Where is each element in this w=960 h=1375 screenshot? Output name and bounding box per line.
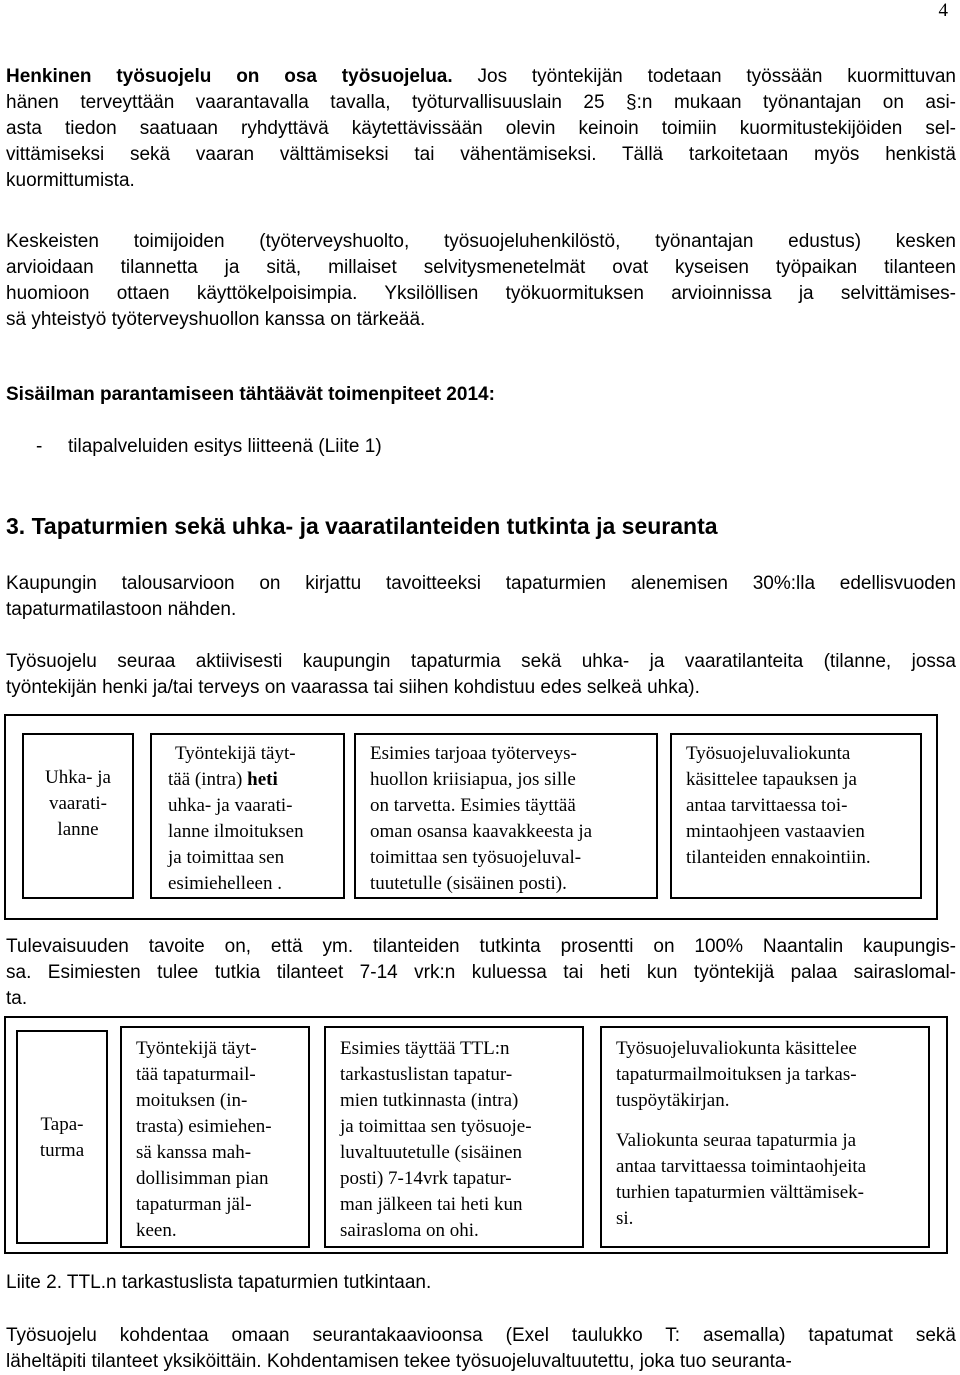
text-line: Kaupungin talousarvioon on kirjattu tavoitteeksi tapaturmien alenemisen 30%:lla edellisvuoden <box>6 573 956 594</box>
lead-bold: Henkinen työsuojelu on osa työsuojelua. <box>6 66 453 87</box>
page-number: 4 <box>938 0 948 21</box>
text-line: Tulevaisuuden tavoite on, että ym. tilanteiden tutkinta prosentti on 100% Naantalin kaupungis- <box>6 936 956 957</box>
flow-box-investigation: Esimies täyttää TTL:n tarkastuslistan tapatur- mien tutkinnasta (intra) ja toimittaa sen työsuoje- luvaltuutetulle (sisäinen posti) 7-14vrk tapatur- man jälkeen tai heti kun sairasloma on ohi. <box>324 1026 584 1248</box>
text-line: tapaturmatilastoon nähden. <box>6 599 237 620</box>
text-line: työntekijän henki ja/tai terveys on vaarassa tai siihen kohdistuu edes selkeä uhka). <box>6 677 700 698</box>
bullet-item: - tilapalveluiden esitys liitteenä (Liite 1) <box>36 436 382 457</box>
text-line: vittämiseksi sekä vaaran välttämiseksi tai vähentämiseksi. Tällä tarkoitetaan myös henkistä <box>6 144 956 165</box>
section-3-title: 3. Tapaturmien sekä uhka- ja vaaratilanteiden tutkinta ja seuranta <box>6 513 718 539</box>
text-line: läheltäpiti tilanteet yksiköittäin. Kohdentamisen tekee työsuojeluvaltuutettu, joka tuo seuranta- <box>6 1351 792 1372</box>
text-line: ta. <box>6 988 28 1009</box>
flow-box-accident-report: Työntekijä täyt- tää tapaturmail- moituksen (in- trasta) esimiehen- sä kanssa mah- dollisimman pian tapaturman jäl- keen. <box>120 1026 310 1248</box>
text-line: sa. Esimiesten tulee tutkia tilanteet 7-14 vrk:n kuluessa tai heti kun työntekijä palaa sairaslomal- <box>6 962 956 983</box>
text-line: arvioidaan tilannetta ja sitä, millaiset selvitysmenetelmät ovat kyseisen työpaikan tilanteen <box>6 257 956 278</box>
text-line: huomioon ottaen käyttökelpoisimpia. Yksilöllisen työkuormituksen arvioinnissa ja selvittämises- <box>6 283 956 304</box>
text-line: kuormittumista. <box>6 170 135 191</box>
text-line: Henkinen työsuojelu on osa työsuojelua. Jos työntekijän todetaan työssään kuormittuvan <box>6 66 957 87</box>
text-line: Työsuojelu seuraa aktiivisesti kaupungin tapaturmia sekä uhka- ja vaaratilanteita (tilanne, jossa <box>6 651 956 672</box>
flow-box-employee-report: Työntekijä täyt- tää (intra) heti uhka- ja vaarati- lanne ilmoituksen ja toimittaa sen esimiehelleen . <box>150 733 345 899</box>
flow-box-threat-situation: Uhka- ja vaarati- lanne <box>22 733 134 899</box>
paragraph-tracking <box>6 1323 956 1375</box>
flow-box-supervisor-action: Esimies tarjoaa työterveys- huollon kriisiapua, jos sille on tarvetta. Esimies täyttää oman osansa kaavakkeesta ja toimittaa sen työsuojeluval- tuutetulle (sisäinen posti). <box>354 733 658 899</box>
text-line: Työsuojelu kohdentaa omaan seurantakaavioonsa (Exel taulukko T: asemalla) tapatumat sekä <box>6 1325 956 1346</box>
text-line: Keskeisten toimijoiden (työterveyshuolto, työsuojeluhenkilöstö, työnantajan edustus) kesken <box>6 231 956 252</box>
text-line: asta tiedon saatuaan ryhdyttävä käytettävissään olevin keinoin toimiin kuormitustekijöiden sel- <box>6 118 956 139</box>
flow-box-committee-review: Työsuojeluvaliokunta käsittelee tapaturmailmoituksen ja tarkas- tuspöytäkirjan. Valiokunta seuraa tapaturmia ja antaa tarvittaessa toimintaohjeita turhien tapaturmien välttämisek- si. <box>600 1026 930 1248</box>
paragraph-actors <box>6 229 956 333</box>
flow-box-accident: Tapa- turma <box>16 1030 108 1244</box>
text-line: sä yhteistyö työterveyshuollon kanssa on tärkeää. <box>6 309 426 330</box>
paragraph-mental-safety <box>6 64 956 194</box>
paragraph-budget-goal <box>6 571 956 623</box>
paragraph-monitoring <box>6 649 956 701</box>
appendix-2-reference: Liite 2. TTL.n tarkastuslista tapaturmien tutkintaan. <box>6 1272 432 1293</box>
text-line: hänen terveyttään vaarantavalla tavalla, työturvallisuuslain 25 §:n mukaan työnantajan on asi- <box>6 92 956 113</box>
paragraph-future-goal <box>6 934 956 1012</box>
flow-box-committee: Työsuojeluvaliokunta käsittelee tapauksen ja antaa tarvittaessa toi- mintaohjeen vastaavien tilanteiden ennakointiin. <box>670 733 922 899</box>
heading-indoor-air: Sisäilman parantamiseen tähtäävät toimenpiteet 2014: <box>6 384 495 405</box>
